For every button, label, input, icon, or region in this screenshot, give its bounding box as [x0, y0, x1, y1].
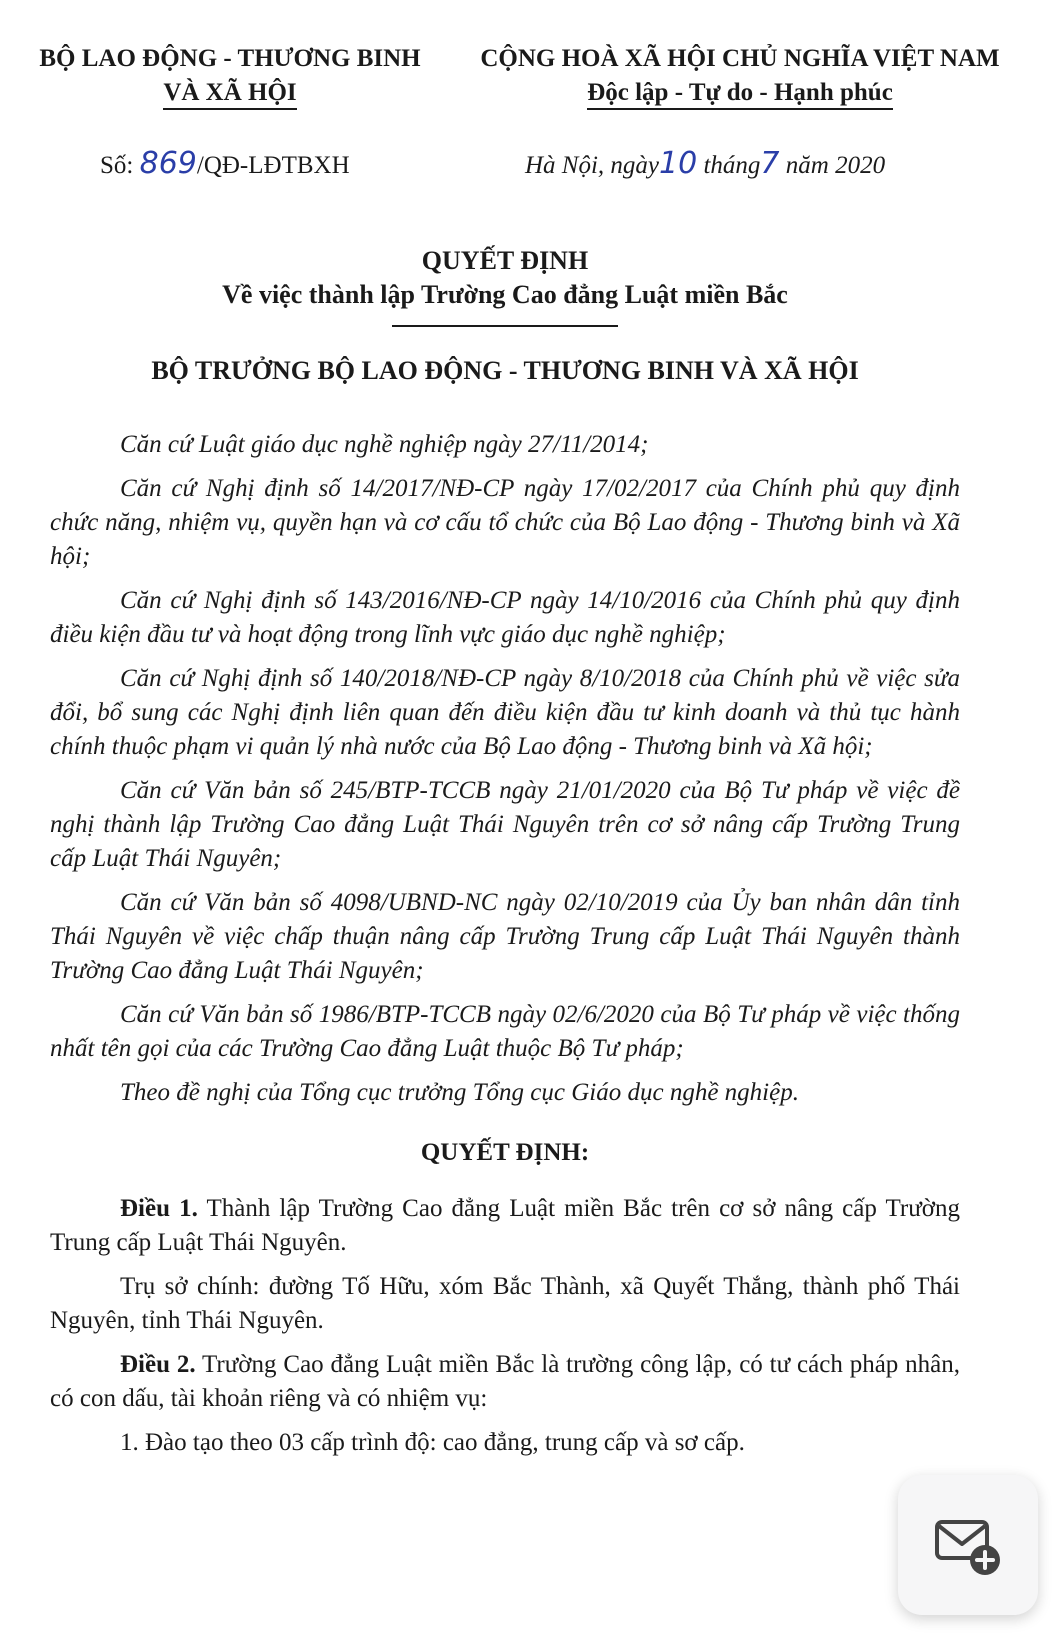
national-header	[445, 42, 1035, 110]
month-handwritten: 7	[760, 146, 780, 181]
title-main: QUYẾT ĐỊNH	[421, 246, 589, 275]
document-number	[100, 146, 350, 181]
agency-name-line1: BỘ LAO ĐỘNG - THƯƠNG BINH	[39, 45, 421, 72]
place-label: Hà Nội, ngày	[525, 152, 660, 179]
basis-item: Căn cứ Văn bản số 1986/BTP-TCCB ngày 02/6/2020 của Bộ Tư pháp về việc thống nhất tên gọi của các Trường Cao đẳng Luật thuộc Bộ Tư pháp;	[50, 1001, 960, 1062]
national-title: CỘNG HOÀ XÃ HỘI CHỦ NGHĨA VIỆT NAM	[480, 45, 1000, 72]
article-1-text: Thành lập Trường Cao đẳng Luật miền Bắc trên cơ sở nâng cấp Trường Trung cấp Luật Thái Nguyên.	[50, 1195, 960, 1256]
decision-heading: QUYẾT ĐỊNH:	[420, 1139, 590, 1166]
legal-basis	[50, 428, 960, 1110]
basis-item: Căn cứ Nghị định số 14/2017/NĐ-CP ngày 17/02/2017 của Chính phủ quy định chức năng, nhiệm vụ, quyền hạn và cơ cấu tổ chức của Bộ Lao động - Thương binh và Xã hội;	[50, 475, 960, 570]
mail-add-icon	[931, 1508, 1005, 1582]
doc-number-handwritten: 869	[139, 146, 197, 181]
doc-number-suffix: /QĐ-LĐTBXH	[196, 152, 350, 179]
article-2	[50, 1348, 960, 1416]
basis-item: Căn cứ Văn bản số 4098/UBND-NC ngày 02/10/2019 của Ủy ban nhân dân tỉnh Thái Nguyên về việc chấp thuận nâng cấp Trường Trung cấp Luật Thái Nguyên thành Trường Cao đẳng Luật Thái Nguyên;	[50, 889, 960, 984]
doc-number-prefix: Số:	[100, 152, 134, 179]
title-underline	[392, 325, 618, 327]
article-1-address: Trụ sở chính: đường Tố Hữu, xóm Bắc Thành, xã Quyết Thắng, thành phố Thái Nguyên, tỉnh Thái Nguyên.	[50, 1273, 960, 1334]
article-1-label: Điều 1.	[120, 1195, 198, 1222]
article-2-label: Điều 2.	[120, 1351, 196, 1378]
month-label: tháng	[703, 152, 761, 179]
basis-item: Theo đề nghị của Tổng cục trưởng Tổng cục Giáo dục nghề nghiệp.	[120, 1079, 799, 1106]
article-1	[50, 1192, 960, 1260]
day-handwritten: 10	[659, 146, 698, 181]
title-subtitle: Về việc thành lập Trường Cao đẳng Luật miền Bắc	[222, 280, 788, 309]
issuer-title: BỘ TRƯỞNG BỘ LAO ĐỘNG - THƯƠNG BINH VÀ XÃ HỘI	[151, 356, 859, 385]
article-2-text: Trường Cao đẳng Luật miền Bắc là trường công lập, có tư cách pháp nhân, có con dấu, tài khoản riêng và có nhiệm vụ:	[50, 1351, 960, 1412]
national-motto: Độc lập - Tự do - Hạnh phúc	[587, 78, 893, 110]
basis-item: Căn cứ Luật giáo dục nghề nghiệp ngày 27/11/2014;	[120, 431, 649, 458]
basis-item: Căn cứ Văn bản số 245/BTP-TCCB ngày 21/01/2020 của Bộ Tư pháp về việc đề nghị thành lập Trường Cao đẳng Luật Thái Nguyên trên cơ sở nâng cấp Trường Trung cấp Luật Thái Nguyên;	[50, 777, 960, 872]
decision-title	[0, 244, 1010, 312]
place-date	[525, 146, 885, 181]
mail-add-button[interactable]	[898, 1475, 1038, 1615]
agency-name-line2: VÀ XÃ HỘI	[163, 78, 296, 110]
basis-item: Căn cứ Nghị định số 143/2016/NĐ-CP ngày 14/10/2016 của Chính phủ quy định điều kiện đầu tư và hoạt động trong lĩnh vực giáo dục nghề nghiệp;	[50, 587, 960, 648]
article-2-item-1: 1. Đào tạo theo 03 cấp trình độ: cao đẳng, trung cấp và sơ cấp.	[120, 1429, 745, 1456]
basis-item: Căn cứ Nghị định số 140/2018/NĐ-CP ngày 8/10/2018 của Chính phủ về việc sửa đổi, bổ sung các Nghị định liên quan đến điều kiện đầu tư kinh doanh và thủ tục hành chính thuộc phạm vi quản lý nhà nước của Bộ Lao động - Thương binh và Xã hội;	[50, 665, 960, 760]
agency-header	[30, 42, 430, 110]
document-body	[50, 428, 960, 1470]
year-label: năm 2020	[785, 152, 886, 179]
